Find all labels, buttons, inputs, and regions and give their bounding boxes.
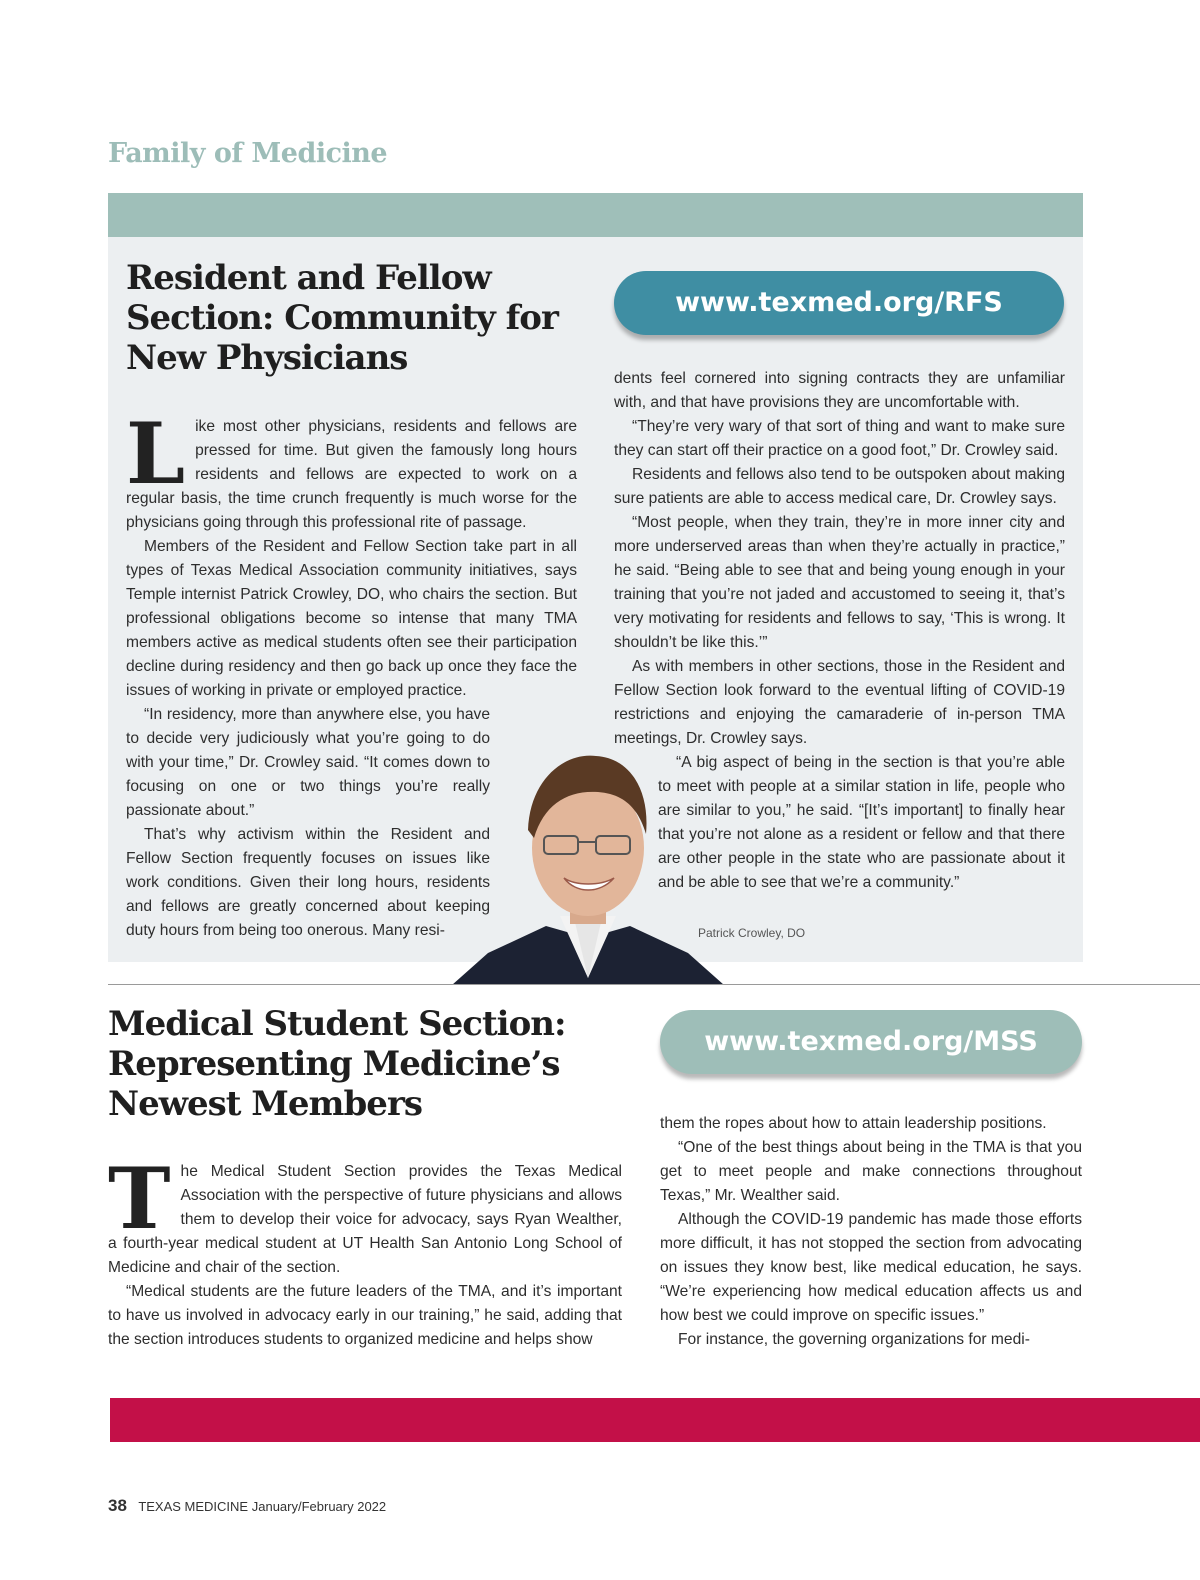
mss-url-button[interactable]: www.texmed.org/MSS xyxy=(660,1010,1082,1074)
mss-paragraph-3: them the ropes about how to attain leadership positions. xyxy=(660,1115,1047,1132)
dropcap: L xyxy=(126,404,186,503)
rfs-headline: Resident and Fellow Section: Community for New Physicians xyxy=(126,258,558,378)
mss-paragraph-6: For instance, the governing organizations for medi- xyxy=(678,1331,1030,1348)
footer-band xyxy=(110,1398,1200,1442)
rfs-paragraph-2: Members of the Resident and Fellow Section take part in all types of Texas Medical Association community initiatives, says Temple internist Patrick Crowley, DO, who chairs the section. But professional obligations become so intense that many TMA members active as medical students often see their participation decline during residency and then go back up once they face the issues of working in private or employed practice. xyxy=(126,538,577,699)
mss-left-column xyxy=(108,1149,622,1352)
dropcap: T xyxy=(108,1149,171,1248)
rfs-left-column xyxy=(126,404,577,703)
header-band xyxy=(108,193,1083,237)
mss-paragraph-5: Although the COVID-19 pandemic has made those efforts more difficult, it has not stopped the section from advocating on issues they know best, like medical education, he says. “We’re experiencing how medical education affects us and how best we could improve on specific issues.” xyxy=(660,1211,1082,1324)
mss-right-column xyxy=(660,1112,1082,1352)
rfs-left-column-lower xyxy=(126,703,490,943)
rfs-paragraph-8: “Most people, when they train, they’re in more inner city and more underserved areas than when they’re actually in practice,” he said. “Being able to see that and being young enough in your training that you’re not jaded and accustomed to seeing it, that’s very motivating for residents and fellows to say, ‘This is wrong. It shouldn’t be like this.’” xyxy=(614,514,1065,651)
mss-paragraph-4: “One of the best things about being in the TMA is that you get to meet people and make connections throughout Texas,” Mr. Wealther said. xyxy=(660,1139,1082,1204)
mss-paragraph-1: The Medical Student Section provides the Texas Medical Association with the perspective of future physicians and allows them to develop their voice for advocacy, says Ryan Wealther, a fourth-year medical student at UT Health San Antonio Long School of Medicine and chair of the section. xyxy=(108,1149,622,1276)
mss-headline: Medical Student Section: Representing Medicine’s Newest Members xyxy=(108,1004,566,1124)
mss-paragraph-2: “Medical students are the future leaders of the TMA, and it’s important to have us involved in advocacy early in our training,” he said, adding that the section introduces students to organized medicine and helps show xyxy=(108,1283,622,1348)
rfs-url-button[interactable]: www.texmed.org/RFS xyxy=(614,271,1064,335)
photo-caption: Patrick Crowley, DO xyxy=(698,926,806,940)
rfs-paragraph-10: “A big aspect of being in the section is that you’re able to meet with people at a similar station in life, people who are similar to you,” he said. “[It’s important] to finally hear that you’re not alone as a resident or fellow and that there are other people in the state who are passionate about it and be able to see that we’re a community.” xyxy=(658,754,1065,891)
section-divider xyxy=(108,984,1200,985)
rfs-right-column-lower xyxy=(658,751,1065,895)
page-footer xyxy=(108,1496,386,1516)
rfs-right-column xyxy=(614,367,1065,751)
publication-name: TEXAS MEDICINE xyxy=(138,1499,249,1514)
rfs-paragraph-3: “In residency, more than anywhere else, you have to decide very judiciously what you’re going to do with your time,” Dr. Crowley said. “It comes down to focusing on one or two things you’re really passionate about.” xyxy=(126,706,490,819)
rfs-paragraph-4: That’s why activism within the Resident and Fellow Section frequently focuses on issues like work conditions. Given their long hours, residents and fellows are greatly concerned about keeping duty hours from being too onerous. Many resi- xyxy=(126,826,490,939)
rfs-paragraph-6: “They’re very wary of that sort of thing and want to make sure they can start off their practice on a good foot,” Dr. Crowley said. xyxy=(614,418,1065,459)
rfs-paragraph-1: Like most other physicians, residents and fellows are pressed for time. But given the famously long hours residents and fellows are expected to work on a regular basis, the time crunch frequently is much worse for the physicians going through this professional rite of passage. xyxy=(126,404,577,531)
page-number: 38 xyxy=(108,1496,127,1515)
issue-date: January/February 2022 xyxy=(251,1499,387,1514)
rfs-paragraph-5: dents feel cornered into signing contracts they are unfamiliar with, and that have provisions they are uncomfortable with. xyxy=(614,370,1065,411)
section-label: Family of Medicine xyxy=(108,138,388,169)
rfs-paragraph-7: Residents and fellows also tend to be outspoken about making sure patients are able to access medical care, Dr. Crowley says. xyxy=(614,466,1065,507)
rfs-paragraph-9: As with members in other sections, those in the Resident and Fellow Section look forward to the eventual lifting of COVID-19 restrictions and enjoying the camaraderie of in-person TMA meetings, Dr. Crowley says. xyxy=(614,658,1065,747)
